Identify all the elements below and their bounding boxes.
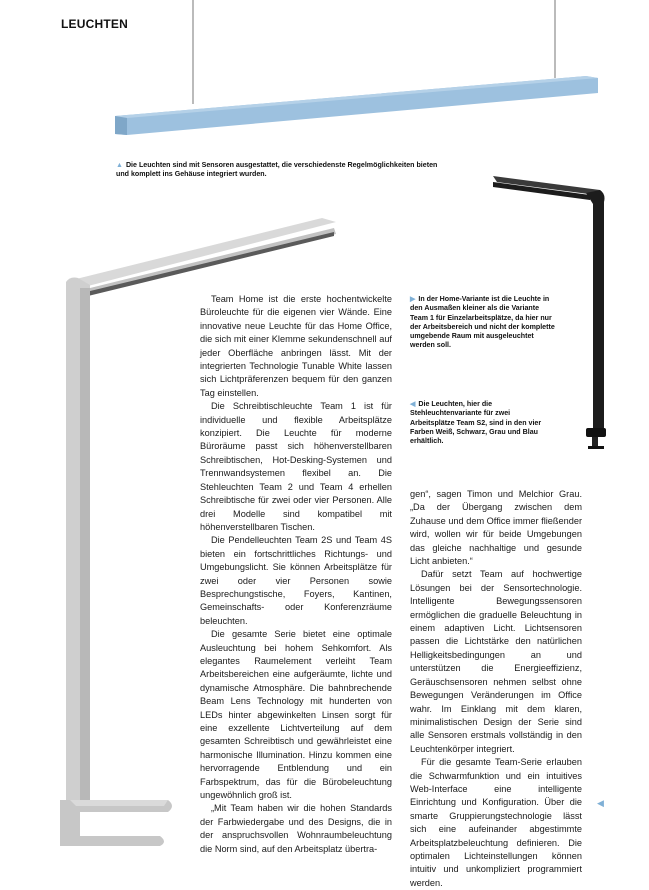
pendant-caption [116,161,446,180]
paragraph: Für die gesamte Team-Serie erlauben die Schwarmfunktion und ein intuitives Web-Interface eine intelligente Einrichtung und Konfiguration. Über die smarte Gruppierungstechnologie lässt sich eine aufeinander abgestimmte Arbeitsplatzbeleuchtung definieren. Die optimalen Lichteinstellungen können intuitiv und unkompliziert programmiert werden. [410,757,582,888]
paragraph: „Mit Team haben wir die hohen Standards der Farbwiedergabe und des Designs, die in der anspruchsvollen Wohnraumbeleuchtung die Norm sind, auf den Arbeitsplatz übertra- [200,803,392,854]
triangle-icon: ▲ [116,162,123,169]
pendant-caption-text: Die Leuchten sind mit Sensoren ausgestattet, die verschiedenste Regelmöglichkeiten bieten und komplett ins Gehäuse integriert wurden. [116,161,438,179]
triangle-icon: ▶ [410,296,416,303]
body-right-column [410,488,582,890]
paragraph: Die gesamte Serie bietet eine optimale Ausleuchtung bei hohem Sehkomfort. Als elegantes Raumelement verleiht Team Arbeitsbereichen eine aufgeräumte, lichte und dynamische Atmosphäre. Die bahnbrechende Beam Lens Technology mit hunderten von LEDs hinter abgewinkelten Linsen sorgt für eine exzellente Lichtverteilung auf dem gesamten Schreibtisch und gewährleistet eine harmonische Illumination. Hinzu kommen eine hervorragende Entblendung und ein Farbspektrum, das für die Bürobeleuchtung ungewöhnlich groß ist. [200,629,392,801]
home-caption-text: In der Home-Variante ist die Leuchte in den Ausmaßen kleiner als die Variante Team 1 für Einzelarbeitsplätze, da hier nur der Arbeitsbereich und nicht der komplette umgebende Raum mit ausgeleuchtet werden soll. [410,295,555,350]
floor-caption [410,400,556,446]
triangle-icon: ◀ [410,401,416,408]
floor-caption-text: Die Leuchten, hier die Stehleuchtenvariante für zwei Arbeitsplätze Team S2, sind in den vier Farben Weiß, Schwarz, Grau und Blau erhältlich. [410,400,542,446]
paragraph: gen“, sagen Timon und Melchior Grau. „Da der Übergang zwischen dem Zuhause und dem Office immer fließender wird, wollen wir für beide Umgebungen das gleiche nachhaltige und gesunde Licht anbieten.“ [410,489,582,567]
body-left-column [200,293,392,856]
section-title: LEUCHTEN [61,17,128,31]
paragraph: Die Pendelleuchten Team 2S und Team 4S bieten ein fortschrittliches Richtungs- und Umgebungslicht. Sie können Arbeitsplätze für zwei oder vier Personen sowie Besprechungstische, Foyers, Kantinen, Gemeinschafts- oder Konferenzräume beleuchten. [200,535,392,626]
triangle-left-icon: ◀ [597,798,604,808]
paragraph: Team Home ist die erste hochentwickelte Büroleuchte für die eigenen vier Wände. Eine innovative neue Leuchte für das Home Office, die sich mit einer Klemme sekundenschnell auf jeder Oberfläche anbringen lässt. Mit der integrierten Technologie Tunable White lassen sich Lichtpräferenzen bequem für den ganzen Tag einstellen. [200,294,392,398]
paragraph: Die Schreibtischleuchte Team 1 ist für individuelle und flexible Arbeitsplätze konzipiert. Die Leuchte für moderne Büroräume passt sich höhenverstellbaren Schreibtischen, Hot-Desking-Systemen und Trennwandsystemen flexibel an. Die Stehleuchten Team 2 und Team 4 erhellen Schreibtische für zwei oder vier Personen. Alle drei Modelle sind kompatibel mit höhenverstellbaren Tischen. [200,401,392,532]
paragraph: Dafür setzt Team auf hochwertige Lösungen bei der Sensortechnologie. Intelligente Bewegungssensoren ermöglichen die graduelle Beleuchtung in einem adaptiven Licht. Lichtsensoren passen die Lichtstärke den natürlichen Helligkeitsbedingungen an und unterstützen die Energieeffizienz, Geräuschsensoren nehmen selbst ohne Bewegungen Veränderungen im Office wahr. Im Einklang mit dem klaren, minimalistischen Design der Serie sind alle Sensoren erstmals vollständig in den Leuchtenkörper integriert. [410,569,582,754]
pendant-lamp-image [115,0,598,135]
home-caption [410,295,556,351]
